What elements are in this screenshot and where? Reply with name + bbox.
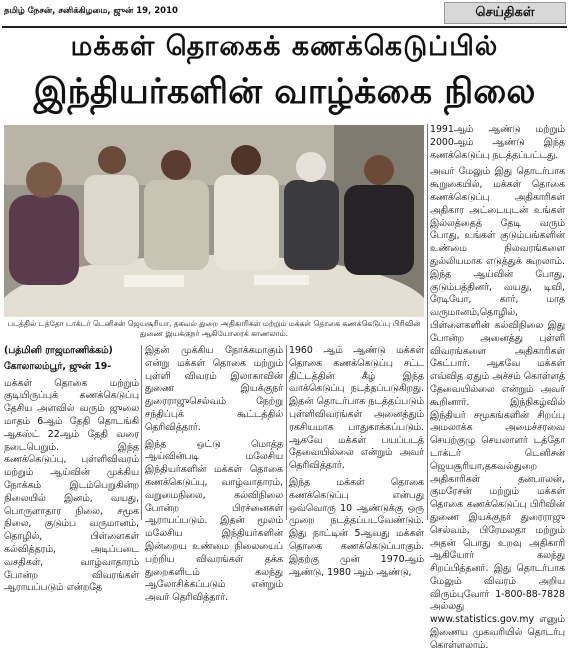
headline-line-2: இந்தியர்களின் வாழ்க்கை நிலை	[33, 72, 536, 112]
article-column-1	[4, 345, 139, 599]
article-paragraph: அவர் மேலும் இது தொடர்பாக கூறுகையில், மக்கள் தொகை கணக்கெடுப்பு அதிகாரிகள் அதிகார அட்டையுடன் உங்கள் இல்லத்தைத் தேடி வரும் போது, உங்கள் குடும்பங்களின் உண்மை நிலவரங்களை துல்லியமாக எடுத்துக் கூறலாம். இந்த ஆய்வின் போது, குடும்பத்தினர், வயது, டிவி, ரேடியோ, கார், மாத வருமானம்,தொழில், பிள்ளைகளின் கல்விநிலை இது போன்ற அனைத்து புள்ளி விவரங்களை அதிகாரிகள் கேட்பார். ஆகவே மக்கள் எவ்வித ஏதும் அச்சம் கொள்ளத் தேவையில்லை என்றும் அவர் கூறினார். இந்நிகழ்வில் இந்தியர் சமூகங்களின் சிறப்பு அமலாக்க அமைச்சரவை செயற்குழு செயலாளர் டத்தோ டாக்டர் டெனிசன் ஜெயசூரியா,தகவல்துறை அதிகாரிகள் தனபாலன், குமரேசன் மற்றும் மக்கள் தொகை கணக்கெடுப்பு பிரிவின் துணை இயக்குநர் துரைராஜு செல்வம், பிரேமலதா மற்றும் அதன் பொது உறவு அதிகாரி ஆகியோர் கலந்து சிறப்பித்தனர். இது தொடர்பாக மேலும் விவரம் அறிய விரும்புவோர் 1-800-88-7828 அல்லது www.statistics.gov.my எனும் இணைய முகவரியில் தொடர்பு கொள்ளலாம்.	[430, 166, 565, 651]
column-divider	[141, 345, 142, 520]
article-paragraph: இந்த ஒட்டு மொத்த ஆய்வின்படி மலேசிய இந்தியர்களின் மக்கள் தொகை கணக்கெடுப்பு, வாழ்வாதாரம், வறுமைநிலை, கல்விநிலை போன்ற பிரச்னைகள் ஆராயப்படும். இதன் மூலம் மலேசிய இந்தியர்களின் இன்றைய உண்மை நிலையைப் பற்றிய விவரங்கள் தக்க துறைகளிடம் கலந்து ஆலோசிக்கப்படும் என்றும் அவர் தெரிவித்தார்.	[145, 438, 283, 604]
section-tag: செய்திகள்	[444, 2, 566, 24]
article-column-4	[430, 124, 565, 657]
header-rule	[2, 26, 567, 28]
article-column-2	[145, 345, 283, 609]
article-paragraph: இந்த மக்கள் தொகை கணக்கெடுப்பு என்பது ஒவ்வொரு 10 ஆண்டுக்கு ஒரு முறை நடத்தப்படவேண்டும். இது நாட்டின் 5ஆவது மக்கள் தொகை கணக்கெடுப்பாகும். இதற்கு முன் 1970ஆம் ஆண்டு, 1980 ஆம் ஆண்டு,	[289, 476, 424, 578]
article-paragraph: 1991ஆம் ஆண்டு மற்றும் 2000ஆம் ஆண்டு இந்த கணக்கெடுப்பு நடத்தப்பட்டது.	[430, 124, 565, 161]
article-paragraph: இதன் முக்கிய நோக்கமாகும் என்று மக்கள் தொகை மற்றும் புள்ளி விவரம் இலாகாவின் துணை இயக்குநர் துரைராஜுசெல்வம் நேற்று சந்திப்புக் கூட்டத்தில் தெரிவித்தார்.	[145, 345, 283, 433]
masthead: தமிழ் நேசன், சனிக்கிழமை, ஜுன் 19, 2010	[4, 6, 178, 16]
byline: (பத்மினி ராஜமாணிக்கம்)	[4, 345, 113, 356]
dateline: கோலாலம்பூர், ஜுன் 19-	[4, 360, 112, 372]
headline-line-1: மக்கள் தொகைக் கணக்கெடுப்பில்	[70, 31, 499, 62]
page-header	[0, 0, 569, 26]
article-paragraph: மக்கள் தொகை மற்றும் குடியிருப்புக் கணக்கெடுப்பு தேசிய அளவில் வரும் ஜுலை மாதம் 6ஆம் தேதி தொடங்கி ஆகஸ்ட் 22ஆம் தேதி வரை நடைபெறும். இந்த கணக்கெடுப்பு, புள்ளிவிவரம் மற்றும் ஆய்வின் முக்கிய நோக்கம் இடம்பெறுகின்ற நிலையில் இனம், வயது, பொருளாதார நிலை, சமூக நிலை, குடும்ப வருமானம், தொழில், பிள்ளைகள் கல்வித்தரம், அடிப்படை வசதிகள், வாழ்வாதாரம் போன்ற விவரங்கள் ஆராயப்படும் என்றதே	[4, 377, 139, 594]
column-divider	[427, 124, 428, 520]
article-column-3	[289, 345, 424, 583]
column-divider	[286, 345, 287, 520]
photo-caption: படத்தில் டத்தோ டாக்டர் டெனிசன் ஜெயசூரியா, தகவல் துறை அதிகாரிகள் மற்றும் மக்கள் தொகை கணக்கெடுப்பு பிரிவின் துணை இயக்குநர் ஆகியோரைக் காணலாம்.	[7, 319, 421, 338]
article-paragraph: 1960 ஆம் ஆண்டு மக்கள் தொகை கணக்கெடுப்பு சட்ட திட்டத்தின் கீழ் இந்த வாக்கெடுப்பு நடத்தப்படுகிறது. இதன் தொடர்பாக நடத்தப்படும் புள்ளிவிவரங்கள் அனைத்தும் ரகசியமாக பாதுகாக்கப்படும். ஆகவே மக்கள் பயப்படத் தேவையில்லை என்றும் அவர் தெரிவித்தார்.	[289, 345, 424, 472]
news-photo-image	[4, 125, 424, 317]
news-photo	[4, 125, 424, 317]
